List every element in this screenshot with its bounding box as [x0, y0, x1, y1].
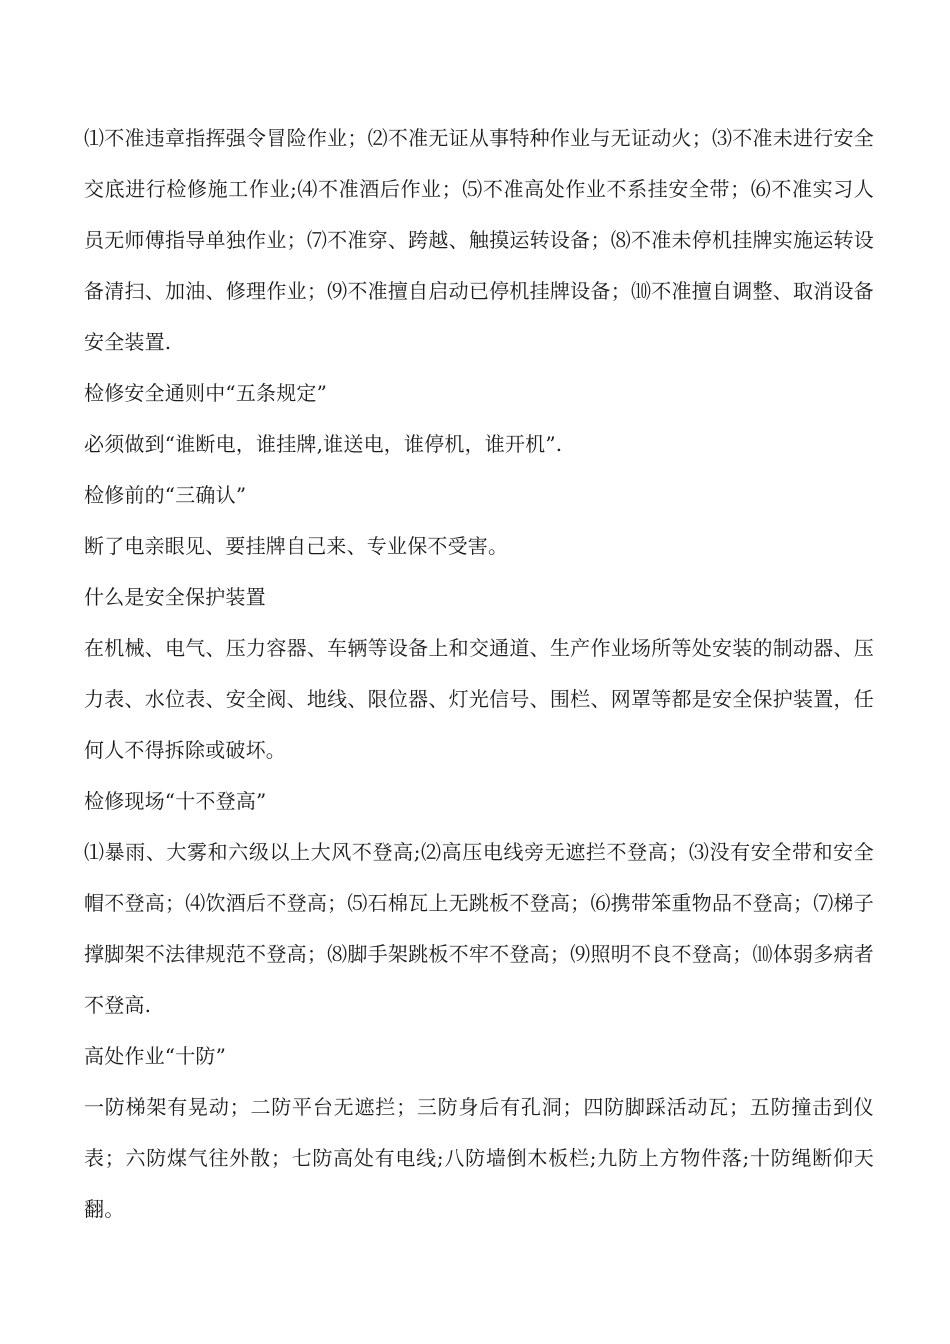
ten-no-climbing-text: ⑴暴雨、大雾和六级以上大风不登高;⑵高压电线旁无遮拦不登高；⑶没有安全带和安全帽不登高；⑷饮酒后不登高；⑸石棉瓦上无跳板不登高；⑹携带笨重物品不登高；⑺梯子撑脚架不法律规范不登高；⑻脚手架跳板不牢不登高；⑼照明不良不登高；⑽体弱多病者不登高.: [84, 840, 874, 1017]
ten-precautions-text: 一防梯架有晃动；二防平台无遮拦；三防身后有孔洞；四防脚踩活动瓦；五防撞击到仪表；六防煤气往外散；七防高处有电线;八防墙倒木板栏;九防上方物件落;十防绳断仰天翻。: [84, 1095, 874, 1221]
document-body: [84, 113, 874, 1235]
heading-five-rules: 检修安全通则中“五条规定”: [84, 381, 328, 405]
heading-ten-no-climbing: 检修现场“十不登高”: [84, 789, 267, 813]
five-rules-text: 必须做到“谁断电，谁挂牌,谁送电，谁停机，谁开机”.: [84, 432, 563, 456]
heading-safety-devices: 什么是安全保护装置: [84, 585, 266, 609]
heading-ten-precautions: 高处作业“十防”: [84, 1044, 227, 1068]
three-confirmations-text: 断了电亲眼见、要挂牌自己来、专业保不受害。: [84, 534, 509, 558]
rules-ten-prohibitions: ⑴不准违章指挥强令冒险作业；⑵不准无证从事特种作业与无证动火；⑶不准未进行安全交底进行检修施工作业;⑷不准酒后作业；⑸不准高处作业不系挂安全带；⑹不准实习人员无师傅指导单独作业；⑺不准穿、跨越、触摸运转设备；⑻不准未停机挂牌实施运转设备清扫、加油、修理作业；⑼不准擅自启动已停机挂牌设备；⑽不准擅自调整、取消设备安全装置.: [84, 126, 874, 354]
safety-devices-text: 在机械、电气、压力容器、车辆等设备上和交通道、生产作业场所等处安装的制动器、压力表、水位表、安全阀、地线、限位器、灯光信号、围栏、网罩等都是安全保护装置，任何人不得拆除或破坏。: [84, 636, 874, 762]
heading-three-confirmations: 检修前的“三确认”: [84, 483, 247, 507]
